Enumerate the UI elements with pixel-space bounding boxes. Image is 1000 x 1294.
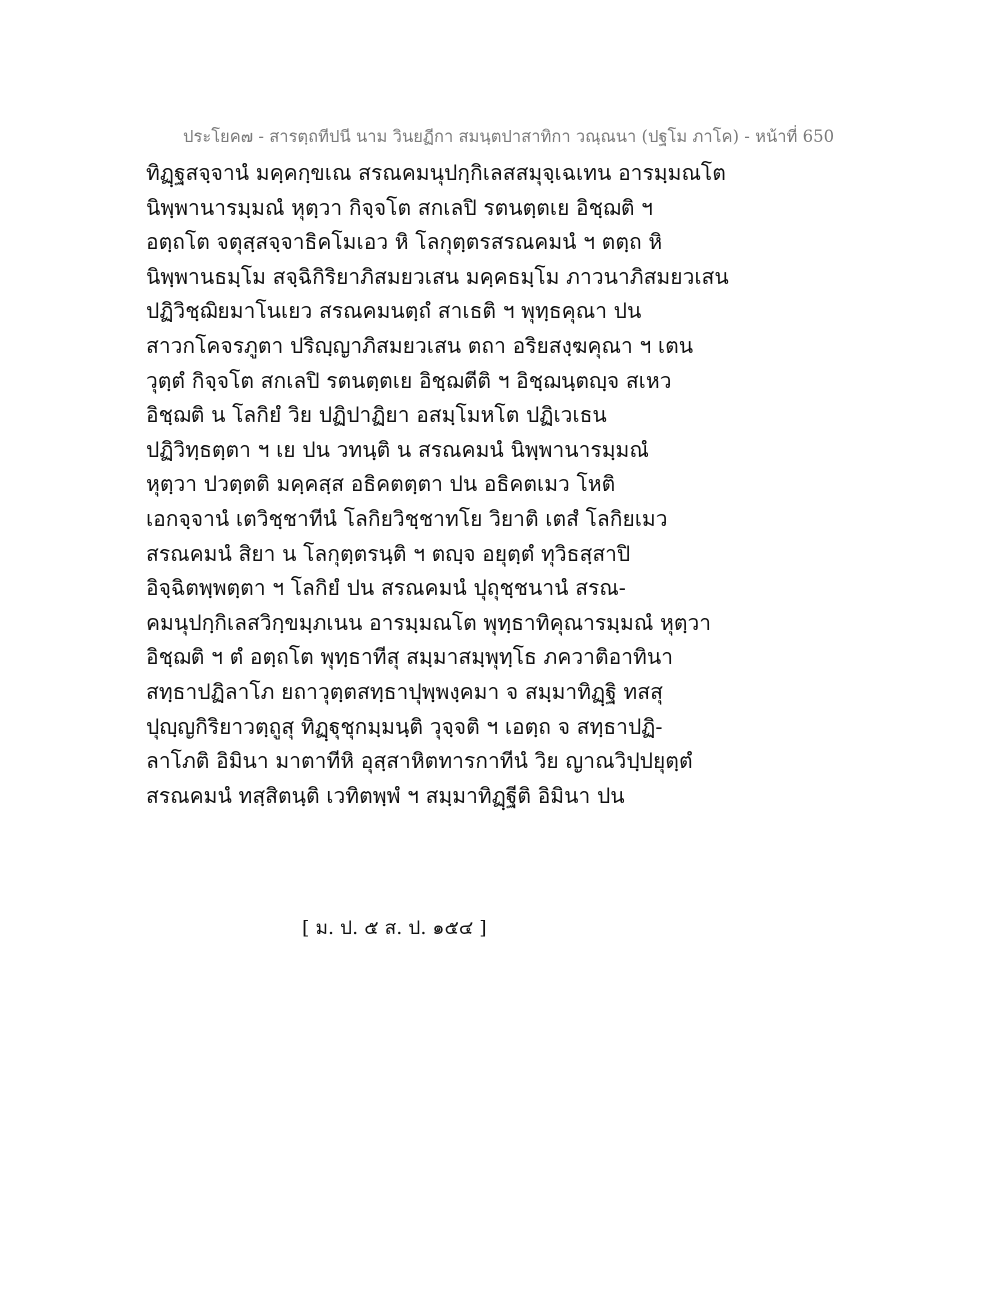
text-line: ปฏิวิทฺธตฺตา ฯ เย ปน วทนฺติ น สรณคมนํ นิพฺพานารมฺมณํ	[146, 437, 649, 462]
text-line: อิชฺฌติ ฯ ตํ อตฺถโต พุทฺธาทีสุ สมฺมาสมฺพุทฺโธ ภควาติอาทินา	[146, 645, 674, 670]
text-line: คมนุปกฺกิเลสวิกฺขมฺภเนน อารมฺมณโต พุทฺธาทิคุณารมฺมณํ หุตฺวา	[146, 610, 712, 635]
page-header: ประโยค๗ - สารตฺถทีปนี นาม วินยฏีกา สมนฺตปาสาทิกา วณฺณนา (ปฐโม ภาโค) - หน้าที่ 650	[183, 127, 835, 146]
page-reference-footnote: [ ม. ป. ๕ ส. ป. ๑๕๔ ]	[302, 917, 487, 939]
text-line: สรณคมนํ ทสฺสิตนฺติ เวทิตพฺพํ ฯ สมฺมาทิฏฺฐีติ อิมินา ปน	[146, 783, 625, 808]
text-line: สาวกโคจรภูตา ปริญฺญาภิสมยวเสน ตถา อริยสงฺฆคุณา ฯ เตน	[146, 333, 694, 358]
text-line: ปฏิวิชฺฌิยมาโนเยว สรณคมนตฺถํ สาเธติ ฯ พุทฺธคุณา ปน	[146, 299, 642, 324]
text-line: วุตฺตํ กิจฺจโต สกเลปิ รตนตฺตเย อิชฺฌตีติ ฯ อิชฺฌนฺตญฺจ สเหว	[146, 368, 672, 393]
text-line: สทฺธาปฏิลาโภ ยถาวุตฺตสทฺธาปุพฺพงฺคมา จ สมฺมาทิฏฺฐิ ทสสุ	[146, 679, 663, 704]
text-line: สรณคมนํ สิยา น โลกุตฺตรนฺติ ฯ ตญฺจ อยุตฺตํ ทุวิธสฺสาปิ	[146, 541, 631, 566]
text-line: หุตฺวา ปวตฺตติ มคฺคสฺส อธิคตตฺตา ปน อธิคตเมว โหติ	[146, 472, 616, 497]
text-line: ปุญฺญกิริยาวตฺถูสุ ทิฏฺฐุชุกมฺมนฺติ วุจฺจติ ฯ เอตฺถ จ สทฺธาปฏิ-	[146, 714, 663, 739]
text-line: นิพฺพานธมฺโม สจฺฉิกิริยาภิสมยวเสน มคฺคธมฺโม ภาวนาภิสมยวเสน	[146, 264, 729, 289]
text-line: นิพฺพานารมฺมณํ หุตฺวา กิจฺจโต สกเลปิ รตนตฺตเย อิชฺฌติ ฯ	[146, 195, 653, 220]
text-line: ลาโภติ อิมินา มาตาทีหิ อุสฺสาหิตทารกาทีนํ วิย ญาณวิปฺปยุตฺตํ	[146, 749, 693, 774]
text-line: อิชฺฌติ น โลกิยํ วิย ปฏิปาฏิยา อสมฺโมหโต ปฏิเวเธน	[146, 403, 607, 428]
body-text	[146, 156, 866, 813]
text-line: ทิฏฺฐสจฺจานํ มคฺคกฺขเณ สรณคมนุปกฺกิเลสสมุจฺเฉเทน อารมฺมณโต	[146, 161, 726, 185]
text-line: อิจฺฉิตพฺพตฺตา ฯ โลกิยํ ปน สรณคมนํ ปุถุชฺชนานํ สรณ-	[146, 576, 626, 601]
text-line: เอกจฺจานํ เตวิชฺชาทีนํ โลกิยวิชฺชาทโย วิยาติ เตสํ โลกิยเมว	[146, 506, 668, 531]
text-line: อตฺถโต จตุสฺสจฺจาธิคโมเอว หิ โลกุตฺตรสรณคมนํ ฯ ตตฺถ หิ	[146, 230, 663, 255]
